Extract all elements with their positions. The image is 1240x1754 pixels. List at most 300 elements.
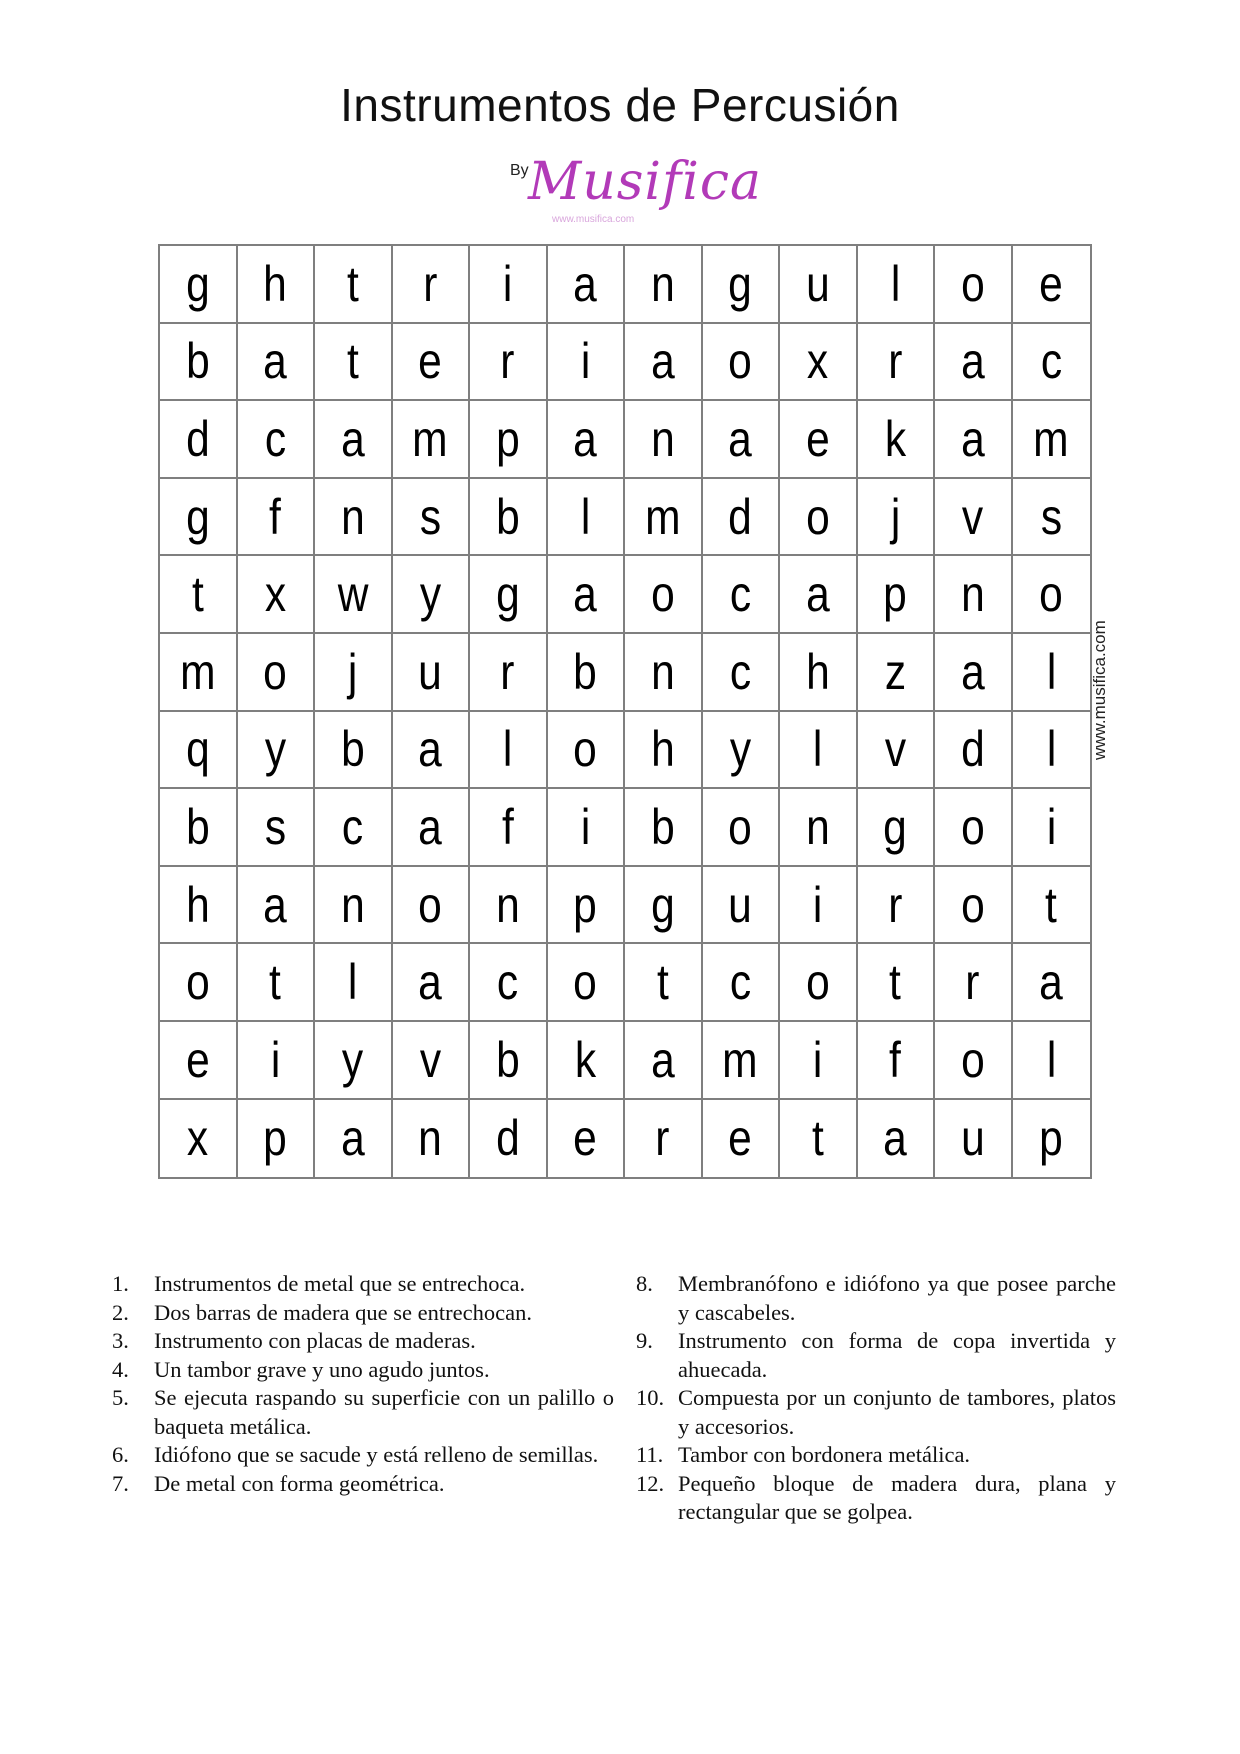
grid-cell[interactable] <box>703 324 781 402</box>
grid-letter: o <box>573 721 598 778</box>
grid-cell[interactable] <box>780 634 858 712</box>
grid-cell[interactable] <box>393 634 471 712</box>
grid-cell[interactable] <box>470 246 548 324</box>
clue-item <box>112 1441 614 1470</box>
grid-letter: o <box>960 1031 985 1088</box>
grid-cell[interactable] <box>470 712 548 790</box>
grid-cell[interactable] <box>780 479 858 557</box>
clue-number: 12. <box>636 1470 665 1496</box>
grid-cell[interactable] <box>548 944 626 1022</box>
grid-cell[interactable] <box>315 479 393 557</box>
clue-item <box>636 1441 1116 1470</box>
grid-cell[interactable] <box>935 1022 1013 1100</box>
grid-cell[interactable] <box>703 712 781 790</box>
grid-letter: c <box>729 566 751 623</box>
grid-cell[interactable] <box>470 1100 548 1178</box>
grid-cell[interactable] <box>238 867 316 945</box>
grid-cell[interactable] <box>1013 867 1091 945</box>
clue-item <box>112 1299 614 1328</box>
grid-cell[interactable] <box>780 324 858 402</box>
grid-cell[interactable] <box>548 634 626 712</box>
grid-letter: j <box>348 643 358 700</box>
grid-letter: g <box>650 876 675 933</box>
grid-letter: y <box>729 721 751 778</box>
grid-cell[interactable] <box>548 246 626 324</box>
grid-cell[interactable] <box>470 479 548 557</box>
grid-cell[interactable] <box>470 401 548 479</box>
grid-cell[interactable] <box>1013 944 1091 1022</box>
grid-cell[interactable] <box>625 1022 703 1100</box>
page-title: Instrumentos de Percusión <box>340 79 900 131</box>
grid-letter: w <box>337 566 369 623</box>
grid-cell[interactable] <box>238 324 316 402</box>
grid-letter: l <box>813 721 823 778</box>
grid-cell[interactable] <box>858 246 936 324</box>
clue-text: Pequeño bloque de madera dura, plana y rectangular que se golpea. <box>678 1470 1116 1524</box>
grid-letter: o <box>418 876 443 933</box>
grid-cell[interactable] <box>703 1100 781 1178</box>
grid-cell[interactable] <box>238 944 316 1022</box>
grid-cell[interactable] <box>703 634 781 712</box>
grid-letter: x <box>187 1110 209 1167</box>
clue-text: Compuesta por un conjunto de tambores, platos y accesorios. <box>678 1385 1116 1439</box>
grid-letter: e <box>1039 255 1064 312</box>
grid-letter: l <box>503 721 513 778</box>
grid-letter: g <box>185 488 210 545</box>
grid-letter: n <box>650 255 675 312</box>
grid-cell[interactable] <box>703 479 781 557</box>
grid-cell[interactable] <box>780 556 858 634</box>
grid-cell[interactable] <box>315 789 393 867</box>
grid-cell[interactable] <box>625 634 703 712</box>
grid-letter: a <box>418 798 443 855</box>
grid-letter: g <box>728 255 753 312</box>
grid-cell[interactable] <box>1013 789 1091 867</box>
grid-cell[interactable] <box>858 479 936 557</box>
grid-cell[interactable] <box>238 246 316 324</box>
word-search-grid <box>158 244 1092 1179</box>
grid-letter: l <box>580 488 590 545</box>
grid-cell[interactable] <box>160 556 238 634</box>
grid-letter: t <box>1045 876 1058 933</box>
grid-cell[interactable] <box>935 634 1013 712</box>
grid-cell[interactable] <box>935 867 1013 945</box>
grid-letter: j <box>890 488 900 545</box>
clue-number: 5. <box>112 1385 129 1410</box>
grid-letter: k <box>884 410 906 467</box>
grid-letter: r <box>888 333 903 390</box>
grid-letter: o <box>805 954 830 1011</box>
grid-letter: n <box>340 488 365 545</box>
grid-letter: n <box>340 876 365 933</box>
grid-letter: a <box>728 410 753 467</box>
grid-cell[interactable] <box>548 789 626 867</box>
grid-cell[interactable] <box>935 246 1013 324</box>
grid-cell[interactable] <box>160 479 238 557</box>
grid-cell[interactable] <box>393 1100 471 1178</box>
grid-cell[interactable] <box>1013 712 1091 790</box>
clue-text: Membranófono e idiófono ya que posee parche y cascabeles. <box>678 1271 1116 1325</box>
grid-cell[interactable] <box>160 944 238 1022</box>
grid-letter: n <box>650 410 675 467</box>
grid-cell[interactable] <box>393 1022 471 1100</box>
grid-cell[interactable] <box>858 556 936 634</box>
grid-letter: a <box>573 255 598 312</box>
grid-cell[interactable] <box>315 1100 393 1178</box>
grid-cell[interactable] <box>935 556 1013 634</box>
grid-letter: b <box>650 798 675 855</box>
grid-letter: v <box>884 721 906 778</box>
grid-cell[interactable] <box>315 867 393 945</box>
grid-cell[interactable] <box>470 634 548 712</box>
clue-text: Instrumentos de metal que se entrechoca. <box>154 1271 526 1296</box>
grid-cell[interactable] <box>315 401 393 479</box>
grid-letter: o <box>650 566 675 623</box>
grid-cell[interactable] <box>238 479 316 557</box>
grid-cell[interactable] <box>935 324 1013 402</box>
grid-cell[interactable] <box>315 324 393 402</box>
clue-number: 7. <box>112 1470 129 1496</box>
grid-cell[interactable] <box>1013 324 1091 402</box>
grid-letter: u <box>805 255 830 312</box>
grid-letter: o <box>185 954 210 1011</box>
grid-letter: u <box>960 1110 985 1167</box>
grid-cell[interactable] <box>780 1100 858 1178</box>
grid-cell[interactable] <box>238 1100 316 1178</box>
grid-letter: o <box>1039 566 1064 623</box>
grid-letter: m <box>645 488 681 545</box>
grid-cell[interactable] <box>238 712 316 790</box>
grid-letter: t <box>191 566 204 623</box>
grid-cell[interactable] <box>315 944 393 1022</box>
grid-cell[interactable] <box>780 1022 858 1100</box>
grid-cell[interactable] <box>1013 556 1091 634</box>
grid-cell[interactable] <box>470 1022 548 1100</box>
grid-letter: l <box>1046 721 1056 778</box>
grid-letter: k <box>574 1031 596 1088</box>
grid-letter: m <box>412 410 448 467</box>
grid-letter: c <box>729 643 751 700</box>
grid-letter: i <box>1046 798 1056 855</box>
grid-letter: l <box>348 954 358 1011</box>
grid-cell[interactable] <box>548 556 626 634</box>
grid-letter: g <box>883 798 908 855</box>
grid-cell[interactable] <box>703 246 781 324</box>
grid-cell[interactable] <box>935 944 1013 1022</box>
grid-letter: p <box>495 410 520 467</box>
grid-cell[interactable] <box>238 789 316 867</box>
grid-letter: a <box>650 1031 675 1088</box>
grid-letter: r <box>423 255 438 312</box>
grid-cell[interactable] <box>393 944 471 1022</box>
grid-cell[interactable] <box>315 634 393 712</box>
grid-letter: f <box>501 798 514 855</box>
side-watermark: www.musifica.com <box>1090 620 1109 760</box>
grid-letter: o <box>263 643 288 700</box>
clue-item <box>112 1470 614 1499</box>
grid-letter: r <box>655 1110 670 1167</box>
grid-letter: o <box>573 954 598 1011</box>
grid-cell[interactable] <box>238 1022 316 1100</box>
grid-cell[interactable] <box>315 1022 393 1100</box>
grid-cell[interactable] <box>625 401 703 479</box>
grid-letter: v <box>962 488 984 545</box>
grid-letter: t <box>656 954 669 1011</box>
clue-item <box>636 1470 1116 1527</box>
grid-letter: b <box>495 1031 520 1088</box>
grid-cell[interactable] <box>470 324 548 402</box>
grid-cell[interactable] <box>703 867 781 945</box>
grid-cell[interactable] <box>780 867 858 945</box>
grid-letter: n <box>495 876 520 933</box>
grid-cell[interactable] <box>625 789 703 867</box>
clue-text: Instrumento con forma de copa invertida y ahuecada. <box>678 1328 1116 1382</box>
grid-cell[interactable] <box>935 401 1013 479</box>
grid-cell[interactable] <box>393 712 471 790</box>
grid-cell[interactable] <box>1013 401 1091 479</box>
clue-item <box>636 1270 1116 1327</box>
grid-letter: i <box>813 876 823 933</box>
grid-letter: e <box>805 410 830 467</box>
grid-cell[interactable] <box>160 246 238 324</box>
clue-number: 1. <box>112 1271 129 1296</box>
clue-item <box>112 1327 614 1356</box>
grid-cell[interactable] <box>625 944 703 1022</box>
grid-cell[interactable] <box>703 789 781 867</box>
grid-letter: l <box>1046 1031 1056 1088</box>
grid-cell[interactable] <box>470 867 548 945</box>
grid-cell[interactable] <box>858 867 936 945</box>
clue-item <box>112 1384 614 1441</box>
grid-cell[interactable] <box>393 556 471 634</box>
grid-cell[interactable] <box>703 556 781 634</box>
clue-text: De metal con forma geométrica. <box>154 1470 445 1496</box>
grid-cell[interactable] <box>1013 1022 1091 1100</box>
clue-number: 2. <box>112 1299 129 1325</box>
grid-cell[interactable] <box>160 401 238 479</box>
grid-cell[interactable] <box>625 324 703 402</box>
grid-cell[interactable] <box>315 246 393 324</box>
grid-letter: d <box>960 721 985 778</box>
grid-cell[interactable] <box>858 712 936 790</box>
grid-letter: e <box>573 1110 598 1167</box>
grid-cell[interactable] <box>1013 1100 1091 1178</box>
grid-letter: a <box>263 876 288 933</box>
clue-number: 6. <box>112 1442 129 1467</box>
grid-cell[interactable] <box>238 556 316 634</box>
grid-letter: a <box>960 333 985 390</box>
grid-letter: r <box>500 333 515 390</box>
grid-letter: o <box>805 488 830 545</box>
grid-cell[interactable] <box>625 1100 703 1178</box>
clue-number: 4. <box>112 1356 129 1382</box>
grid-cell[interactable] <box>160 1022 238 1100</box>
grid-cell[interactable] <box>780 944 858 1022</box>
grid-letter: n <box>805 798 830 855</box>
grid-letter: x <box>264 566 286 623</box>
clue-item <box>112 1356 614 1385</box>
grid-cell[interactable] <box>858 324 936 402</box>
grid-letter: e <box>728 1110 753 1167</box>
grid-cell[interactable] <box>548 1100 626 1178</box>
grid-letter: p <box>263 1110 288 1167</box>
clue-number: 9. <box>636 1328 653 1353</box>
grid-letter: n <box>960 566 985 623</box>
grid-letter: c <box>497 954 519 1011</box>
grid-cell[interactable] <box>470 944 548 1022</box>
grid-cell[interactable] <box>625 479 703 557</box>
grid-letter: c <box>264 410 286 467</box>
grid-cell[interactable] <box>393 789 471 867</box>
grid-letter: a <box>573 410 598 467</box>
grid-cell[interactable] <box>548 324 626 402</box>
grid-letter: d <box>185 410 210 467</box>
grid-cell[interactable] <box>160 867 238 945</box>
grid-cell[interactable] <box>393 246 471 324</box>
grid-letter: f <box>889 1031 902 1088</box>
grid-cell[interactable] <box>548 401 626 479</box>
grid-cell[interactable] <box>160 712 238 790</box>
grid-cell[interactable] <box>548 712 626 790</box>
grid-letter: e <box>418 333 443 390</box>
grid-letter: a <box>573 566 598 623</box>
clue-list-right <box>636 1270 1116 1527</box>
grid-letter: a <box>650 333 675 390</box>
clue-number: 10. <box>636 1385 665 1410</box>
grid-letter: c <box>729 954 751 1011</box>
grid-cell[interactable] <box>393 324 471 402</box>
grid-letter: g <box>495 566 520 623</box>
grid-cell[interactable] <box>625 867 703 945</box>
grid-cell[interactable] <box>393 401 471 479</box>
grid-cell[interactable] <box>780 712 858 790</box>
grid-cell[interactable] <box>238 401 316 479</box>
grid-cell[interactable] <box>858 1022 936 1100</box>
grid-cell[interactable] <box>160 324 238 402</box>
grid-cell[interactable] <box>858 789 936 867</box>
logo-brand: Musifica <box>528 152 763 212</box>
grid-cell[interactable] <box>548 479 626 557</box>
logo-by: By <box>510 162 529 179</box>
grid-letter: b <box>340 721 365 778</box>
grid-letter: o <box>960 798 985 855</box>
grid-letter: b <box>573 643 598 700</box>
grid-letter: n <box>418 1110 443 1167</box>
grid-letter: a <box>960 410 985 467</box>
grid-cell[interactable] <box>1013 634 1091 712</box>
grid-letter: r <box>500 643 515 700</box>
grid-letter: a <box>1039 954 1064 1011</box>
grid-cell[interactable] <box>858 401 936 479</box>
grid-cell[interactable] <box>935 789 1013 867</box>
grid-letter: b <box>495 488 520 545</box>
grid-cell[interactable] <box>548 867 626 945</box>
grid-letter: x <box>807 333 829 390</box>
grid-letter: a <box>340 1110 365 1167</box>
grid-cell[interactable] <box>238 634 316 712</box>
grid-cell[interactable] <box>703 944 781 1022</box>
grid-cell[interactable] <box>1013 246 1091 324</box>
grid-cell[interactable] <box>625 556 703 634</box>
grid-letter: m <box>1033 410 1069 467</box>
grid-letter: q <box>185 721 210 778</box>
grid-letter: i <box>503 255 513 312</box>
grid-letter: i <box>580 798 590 855</box>
musifica-logo <box>510 152 763 232</box>
grid-cell[interactable] <box>935 712 1013 790</box>
grid-letter: h <box>650 721 675 778</box>
grid-cell[interactable] <box>703 401 781 479</box>
grid-cell[interactable] <box>703 1022 781 1100</box>
grid-cell[interactable] <box>160 634 238 712</box>
clue-text: Dos barras de madera que se entrechocan. <box>154 1299 532 1325</box>
grid-letter: u <box>418 643 443 700</box>
grid-letter: a <box>418 954 443 1011</box>
grid-letter: y <box>264 721 286 778</box>
grid-letter: b <box>185 333 210 390</box>
grid-cell[interactable] <box>858 1100 936 1178</box>
clue-text: Un tambor grave y uno agudo juntos. <box>154 1356 490 1382</box>
grid-letter: d <box>728 488 753 545</box>
grid-cell[interactable] <box>315 712 393 790</box>
grid-letter: o <box>728 333 753 390</box>
grid-letter: l <box>1046 643 1056 700</box>
grid-cell[interactable] <box>935 1100 1013 1178</box>
grid-letter: a <box>960 643 985 700</box>
clue-item <box>112 1270 614 1299</box>
grid-cell[interactable] <box>858 634 936 712</box>
grid-cell[interactable] <box>1013 479 1091 557</box>
grid-cell[interactable] <box>858 944 936 1022</box>
grid-cell[interactable] <box>315 556 393 634</box>
grid-cell[interactable] <box>780 246 858 324</box>
grid-letter: l <box>890 255 900 312</box>
grid-letter: t <box>346 255 359 312</box>
grid-letter: t <box>346 333 359 390</box>
grid-letter: s <box>1040 488 1062 545</box>
grid-cell[interactable] <box>160 789 238 867</box>
grid-letter: v <box>419 1031 441 1088</box>
grid-letter: n <box>650 643 675 700</box>
grid-cell[interactable] <box>625 246 703 324</box>
grid-letter: a <box>340 410 365 467</box>
grid-cell[interactable] <box>393 867 471 945</box>
grid-cell[interactable] <box>780 789 858 867</box>
grid-letter: u <box>728 876 753 933</box>
grid-letter: t <box>889 954 902 1011</box>
grid-cell[interactable] <box>625 712 703 790</box>
clue-list-left <box>112 1270 614 1498</box>
grid-letter: h <box>805 643 830 700</box>
grid-letter: p <box>883 566 908 623</box>
clue-item <box>636 1384 1116 1441</box>
grid-cell[interactable] <box>160 1100 238 1178</box>
grid-letter: c <box>342 798 364 855</box>
clue-text: Instrumento con placas de maderas. <box>154 1328 476 1353</box>
grid-letter: h <box>185 876 210 933</box>
grid-letter: a <box>805 566 830 623</box>
grid-cell[interactable] <box>393 479 471 557</box>
grid-letter: i <box>580 333 590 390</box>
grid-letter: c <box>1040 333 1062 390</box>
grid-cell[interactable] <box>935 479 1013 557</box>
grid-cell[interactable] <box>780 401 858 479</box>
grid-cell[interactable] <box>548 1022 626 1100</box>
grid-letter: y <box>419 566 441 623</box>
grid-cell[interactable] <box>470 556 548 634</box>
grid-cell[interactable] <box>470 789 548 867</box>
grid-letter: z <box>884 643 906 700</box>
